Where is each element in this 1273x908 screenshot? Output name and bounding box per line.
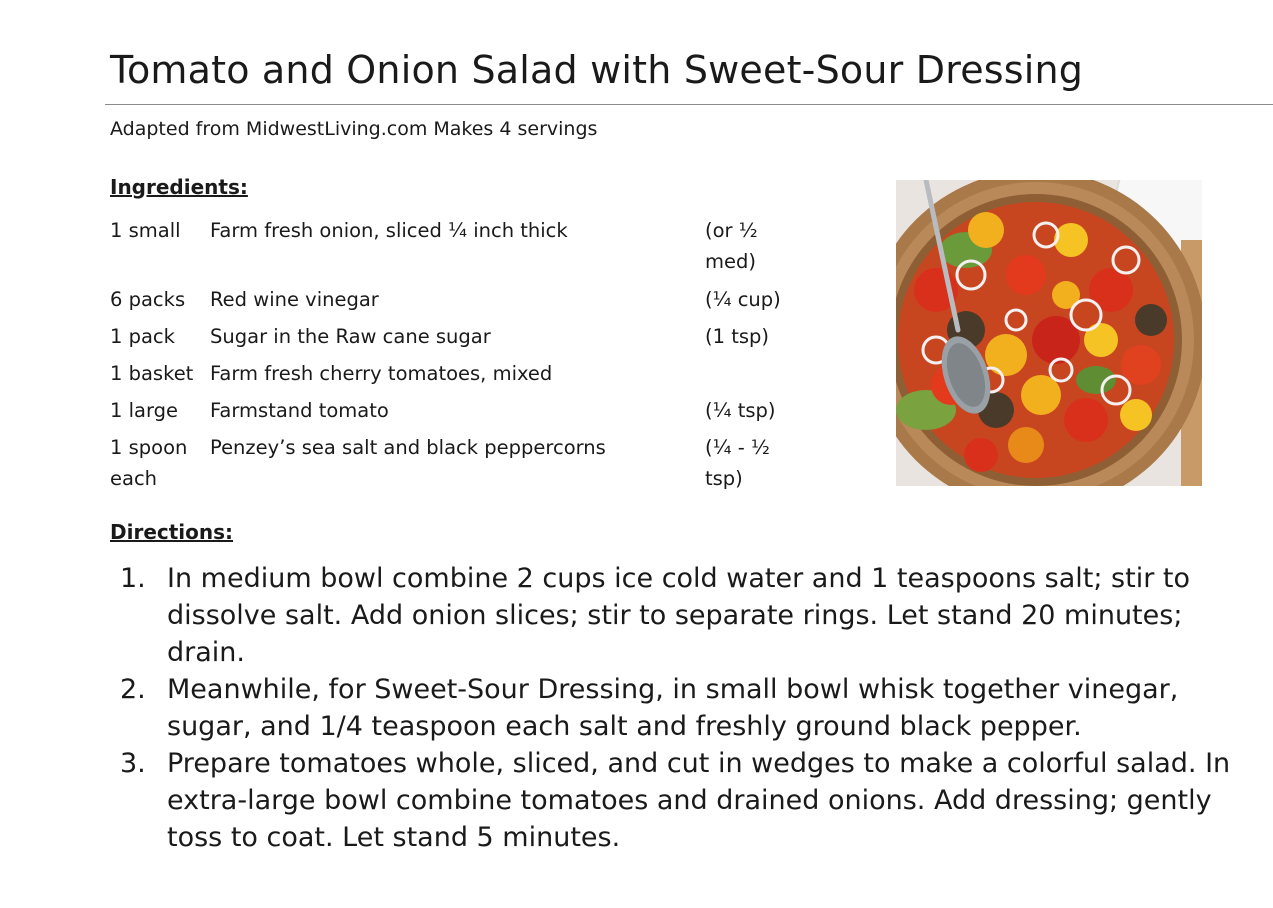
direction-step (120, 671, 1240, 745)
recipe-subtitle: Adapted from MidwestLiving.com Makes 4 servings (110, 118, 598, 140)
salad-illustration (896, 180, 1202, 486)
ingredient-name: Penzey’s sea salt and black peppercorns (210, 436, 606, 459)
step-text: Meanwhile, for Sweet-Sour Dressing, in small bowl whisk together vinegar, sugar, and 1/4 teaspoon each salt and freshly ground black pepper. (167, 674, 1179, 742)
ingredient-row (110, 284, 810, 315)
step-number: 1. (120, 563, 146, 594)
ingredient-note: (1 tsp) (705, 325, 770, 348)
ingredient-name: Sugar in the Raw cane sugar (210, 325, 491, 348)
ingredient-row (110, 432, 810, 494)
ingredients-list (110, 215, 810, 501)
ingredient-name: Farm fresh onion, sliced ¼ inch thick (210, 219, 568, 242)
ingredient-row (110, 215, 810, 277)
ingredient-name: Farm fresh cherry tomatoes, mixed (210, 362, 553, 385)
ingredient-note: (¼ - ½ tsp) (705, 436, 770, 490)
ingredient-row (110, 395, 810, 426)
title-divider (105, 104, 1273, 105)
ingredient-row (110, 358, 810, 389)
step-number: 2. (120, 674, 146, 705)
ingredient-name: Farmstand tomato (210, 399, 389, 422)
step-number: 3. (120, 748, 146, 779)
recipe-title: Tomato and Onion Salad with Sweet-Sour Dressing (110, 48, 1084, 92)
ingredient-quantity: 1 pack (110, 325, 175, 348)
directions-list (120, 560, 1240, 856)
salad-photo (896, 180, 1202, 486)
ingredient-name: Red wine vinegar (210, 288, 379, 311)
directions-heading: Directions: (110, 520, 234, 544)
ingredient-quantity: 1 small (110, 219, 181, 242)
ingredient-note: (or ½ med) (705, 219, 758, 273)
ingredient-quantity: 6 packs (110, 288, 186, 311)
ingredients-heading: Ingredients: (110, 175, 248, 199)
step-text: Prepare tomatoes whole, sliced, and cut in wedges to make a colorful salad. In extra-large bowl combine tomatoes and drained onions. Add dressing; gently toss to coat. Let stand 5 minutes. (167, 748, 1231, 853)
direction-step (120, 745, 1240, 856)
direction-step (120, 560, 1240, 671)
step-text: In medium bowl combine 2 cups ice cold water and 1 teaspoons salt; stir to dissolve salt. Add onion slices; stir to separate rings. Let stand 20 minutes; drain. (167, 563, 1190, 668)
ingredient-quantity: 1 basket (110, 362, 194, 385)
ingredient-row (110, 321, 810, 352)
ingredient-note: (¼ tsp) (705, 399, 776, 422)
ingredient-quantity: 1 large (110, 399, 179, 422)
ingredient-quantity: 1 spoon each (110, 436, 188, 490)
ingredient-note: (¼ cup) (705, 288, 781, 311)
ingredient-note (705, 358, 800, 389)
